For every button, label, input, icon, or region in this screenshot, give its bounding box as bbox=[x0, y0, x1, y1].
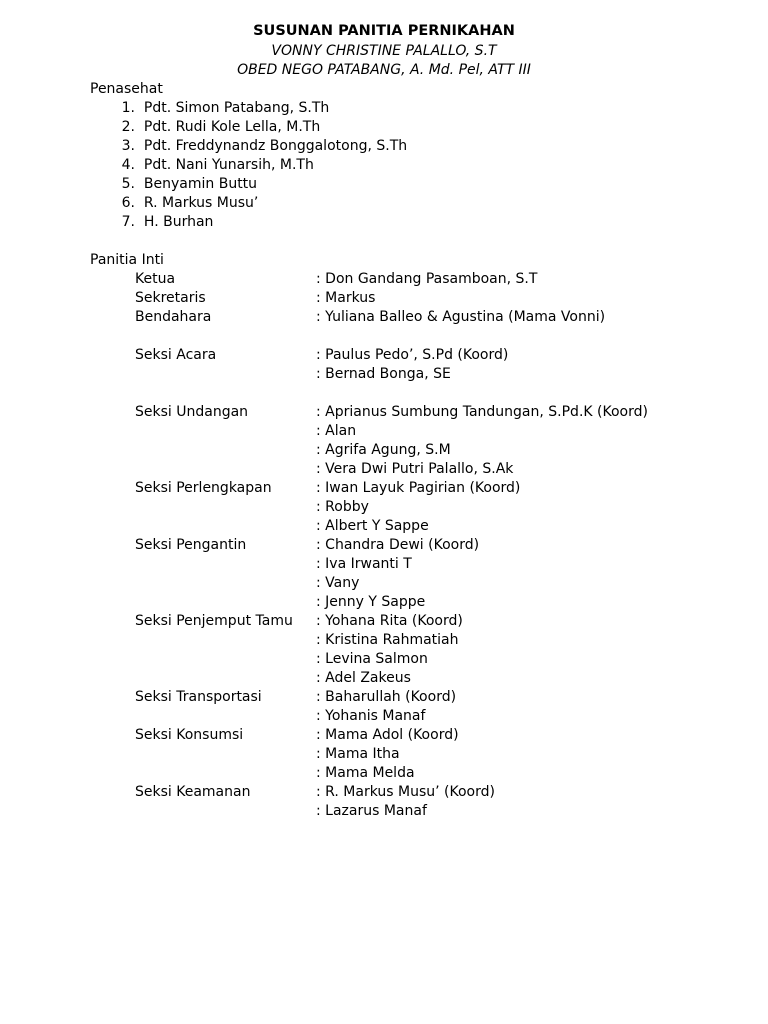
list-item bbox=[90, 156, 750, 175]
section-label-empty bbox=[90, 555, 316, 574]
section-label-empty bbox=[90, 707, 316, 726]
member-value: : Albert Y Sappe bbox=[316, 518, 429, 534]
list-number: 6. bbox=[121, 195, 135, 211]
member-name-text: R. Markus Musu’ bbox=[143, 195, 259, 211]
member-name-text: Pdt. Rudi Kole Lella, M.Th bbox=[143, 119, 321, 135]
seksi-penjemput-tamu-row bbox=[90, 612, 750, 631]
seksi-pengantin-row bbox=[90, 555, 750, 574]
seksi-perlengkapan-row bbox=[90, 517, 750, 536]
seksi-keamanan-row bbox=[90, 802, 750, 821]
list-number: 5. bbox=[121, 176, 135, 192]
bride-name: VONNY CHRISTINE PALALLO, S.T bbox=[271, 43, 497, 59]
section-label-empty bbox=[90, 802, 316, 821]
member-value: : Iva Irwanti T bbox=[316, 556, 412, 572]
seksi-acara-row bbox=[90, 365, 750, 384]
seksi-pengantin-row bbox=[90, 574, 750, 593]
member-name bbox=[135, 213, 213, 232]
member-value: : Vera Dwi Putri Palallo, S.Ak bbox=[316, 461, 514, 477]
section-label-empty bbox=[90, 764, 316, 783]
section-label-empty bbox=[90, 517, 316, 536]
member-value: : Baharullah (Koord) bbox=[316, 689, 457, 705]
role-label: Sekretaris bbox=[135, 290, 206, 306]
member-value: : Kristina Rahmatiah bbox=[316, 632, 459, 648]
role-value: : Don Gandang Pasamboan, S.T bbox=[316, 271, 538, 287]
document-title: SUSUNAN PANITIA PERNIKAHAN bbox=[253, 23, 515, 39]
section-label: Seksi Acara bbox=[135, 347, 217, 363]
list-item bbox=[90, 118, 750, 137]
section-label: Seksi Penjemput Tamu bbox=[135, 613, 293, 629]
seksi-pengantin-row bbox=[90, 593, 750, 612]
member-name-text: Pdt. Simon Patabang, S.Th bbox=[143, 100, 330, 116]
seksi-perlengkapan-row bbox=[90, 479, 750, 498]
seksi-penjemput-tamu-row bbox=[90, 650, 750, 669]
member-name bbox=[135, 137, 407, 156]
seksi-undangan-row bbox=[90, 441, 750, 460]
member-name bbox=[135, 156, 314, 175]
member-value: : Jenny Y Sappe bbox=[316, 594, 426, 610]
seksi-konsumsi-row bbox=[90, 764, 750, 783]
member-value: : Iwan Layuk Pagirian (Koord) bbox=[316, 480, 521, 496]
spacer bbox=[90, 232, 750, 251]
spacer bbox=[90, 327, 750, 346]
sekretaris-row bbox=[90, 289, 750, 308]
member-value: : Aprianus Sumbung Tandungan, S.Pd.K (Koord) bbox=[316, 404, 648, 420]
list-item bbox=[90, 137, 750, 156]
penasehat-heading: Penasehat bbox=[90, 81, 163, 97]
member-value: : Mama Melda bbox=[316, 765, 415, 781]
member-value: : Bernad Bonga, SE bbox=[316, 366, 451, 382]
list-item bbox=[90, 99, 750, 118]
member-name bbox=[135, 175, 257, 194]
member-name-text: Benyamin Buttu bbox=[143, 176, 258, 192]
section-label: Seksi Transportasi bbox=[135, 689, 262, 705]
seksi-pengantin-row bbox=[90, 536, 750, 555]
member-value: : Mama Adol (Koord) bbox=[316, 727, 459, 743]
role-value: : Yuliana Balleo & Agustina (Mama Vonni) bbox=[316, 309, 606, 325]
list-item bbox=[90, 175, 750, 194]
member-value: : Chandra Dewi (Koord) bbox=[316, 537, 480, 553]
list-number: 7. bbox=[121, 214, 135, 230]
section-label: Seksi Perlengkapan bbox=[135, 480, 272, 496]
section-label: Seksi Pengantin bbox=[135, 537, 247, 553]
bendahara-row bbox=[90, 308, 750, 327]
section-label-empty bbox=[90, 593, 316, 612]
section-label: Seksi Keamanan bbox=[135, 784, 251, 800]
seksi-transportasi-row bbox=[90, 707, 750, 726]
member-name bbox=[135, 194, 258, 213]
member-name bbox=[135, 118, 320, 137]
role-label: Bendahara bbox=[135, 309, 212, 325]
seksi-perlengkapan-row bbox=[90, 498, 750, 517]
groom-name: OBED NEGO PATABANG, A. Md. Pel, ATT III bbox=[237, 62, 531, 78]
role-value: : Markus bbox=[316, 290, 376, 306]
seksi-penjemput-tamu-row bbox=[90, 669, 750, 688]
section-label-empty bbox=[90, 498, 316, 517]
list-item bbox=[90, 213, 750, 232]
section-label-empty bbox=[90, 650, 316, 669]
member-name-text: H. Burhan bbox=[143, 214, 214, 230]
section-label: Seksi Konsumsi bbox=[135, 727, 244, 743]
list-number: 3. bbox=[121, 138, 135, 154]
seksi-konsumsi-row bbox=[90, 726, 750, 745]
seksi-undangan-row bbox=[90, 460, 750, 479]
section-label-empty bbox=[90, 631, 316, 650]
section-label-empty bbox=[90, 745, 316, 764]
section-label-empty bbox=[90, 460, 316, 479]
section-label-empty bbox=[90, 669, 316, 688]
member-value: : Paulus Pedo’, S.Pd (Koord) bbox=[316, 347, 509, 363]
panitia-inti-heading: Panitia Inti bbox=[90, 252, 164, 268]
member-value: : Mama Itha bbox=[316, 746, 400, 762]
section-label-empty bbox=[90, 574, 316, 593]
seksi-keamanan-row bbox=[90, 783, 750, 802]
section-label-empty bbox=[90, 365, 316, 384]
list-number: 2. bbox=[121, 119, 135, 135]
seksi-konsumsi-row bbox=[90, 745, 750, 764]
member-name-text: Pdt. Nani Yunarsih, M.Th bbox=[143, 157, 314, 173]
list-number: 4. bbox=[121, 157, 135, 173]
seksi-acara-row bbox=[90, 346, 750, 365]
penasehat-list bbox=[90, 99, 750, 232]
member-value: : Agrifa Agung, S.M bbox=[316, 442, 451, 458]
member-value: : Lazarus Manaf bbox=[316, 803, 427, 819]
member-value: : Yohana Rita (Koord) bbox=[316, 613, 463, 629]
member-name-text: Pdt. Freddynandz Bonggalotong, S.Th bbox=[143, 138, 408, 154]
spacer bbox=[90, 384, 750, 403]
seksi-undangan-row bbox=[90, 403, 750, 422]
member-value: : Yohanis Manaf bbox=[316, 708, 426, 724]
member-value: : Vany bbox=[316, 575, 360, 591]
member-value: : Adel Zakeus bbox=[316, 670, 411, 686]
member-name bbox=[135, 99, 329, 118]
role-label: Ketua bbox=[135, 271, 176, 287]
ketua-row bbox=[90, 270, 750, 289]
section-label-empty bbox=[90, 441, 316, 460]
seksi-transportasi-row bbox=[90, 688, 750, 707]
seksi-penjemput-tamu-row bbox=[90, 631, 750, 650]
section-label-empty bbox=[90, 422, 316, 441]
member-value: : Robby bbox=[316, 499, 369, 515]
list-item bbox=[90, 194, 750, 213]
member-value: : Levina Salmon bbox=[316, 651, 428, 667]
committee-body bbox=[90, 80, 750, 821]
member-value: : Alan bbox=[316, 423, 357, 439]
section-label: Seksi Undangan bbox=[135, 404, 249, 420]
seksi-undangan-row bbox=[90, 422, 750, 441]
member-value: : R. Markus Musu’ (Koord) bbox=[316, 784, 495, 800]
list-number: 1. bbox=[121, 100, 135, 116]
